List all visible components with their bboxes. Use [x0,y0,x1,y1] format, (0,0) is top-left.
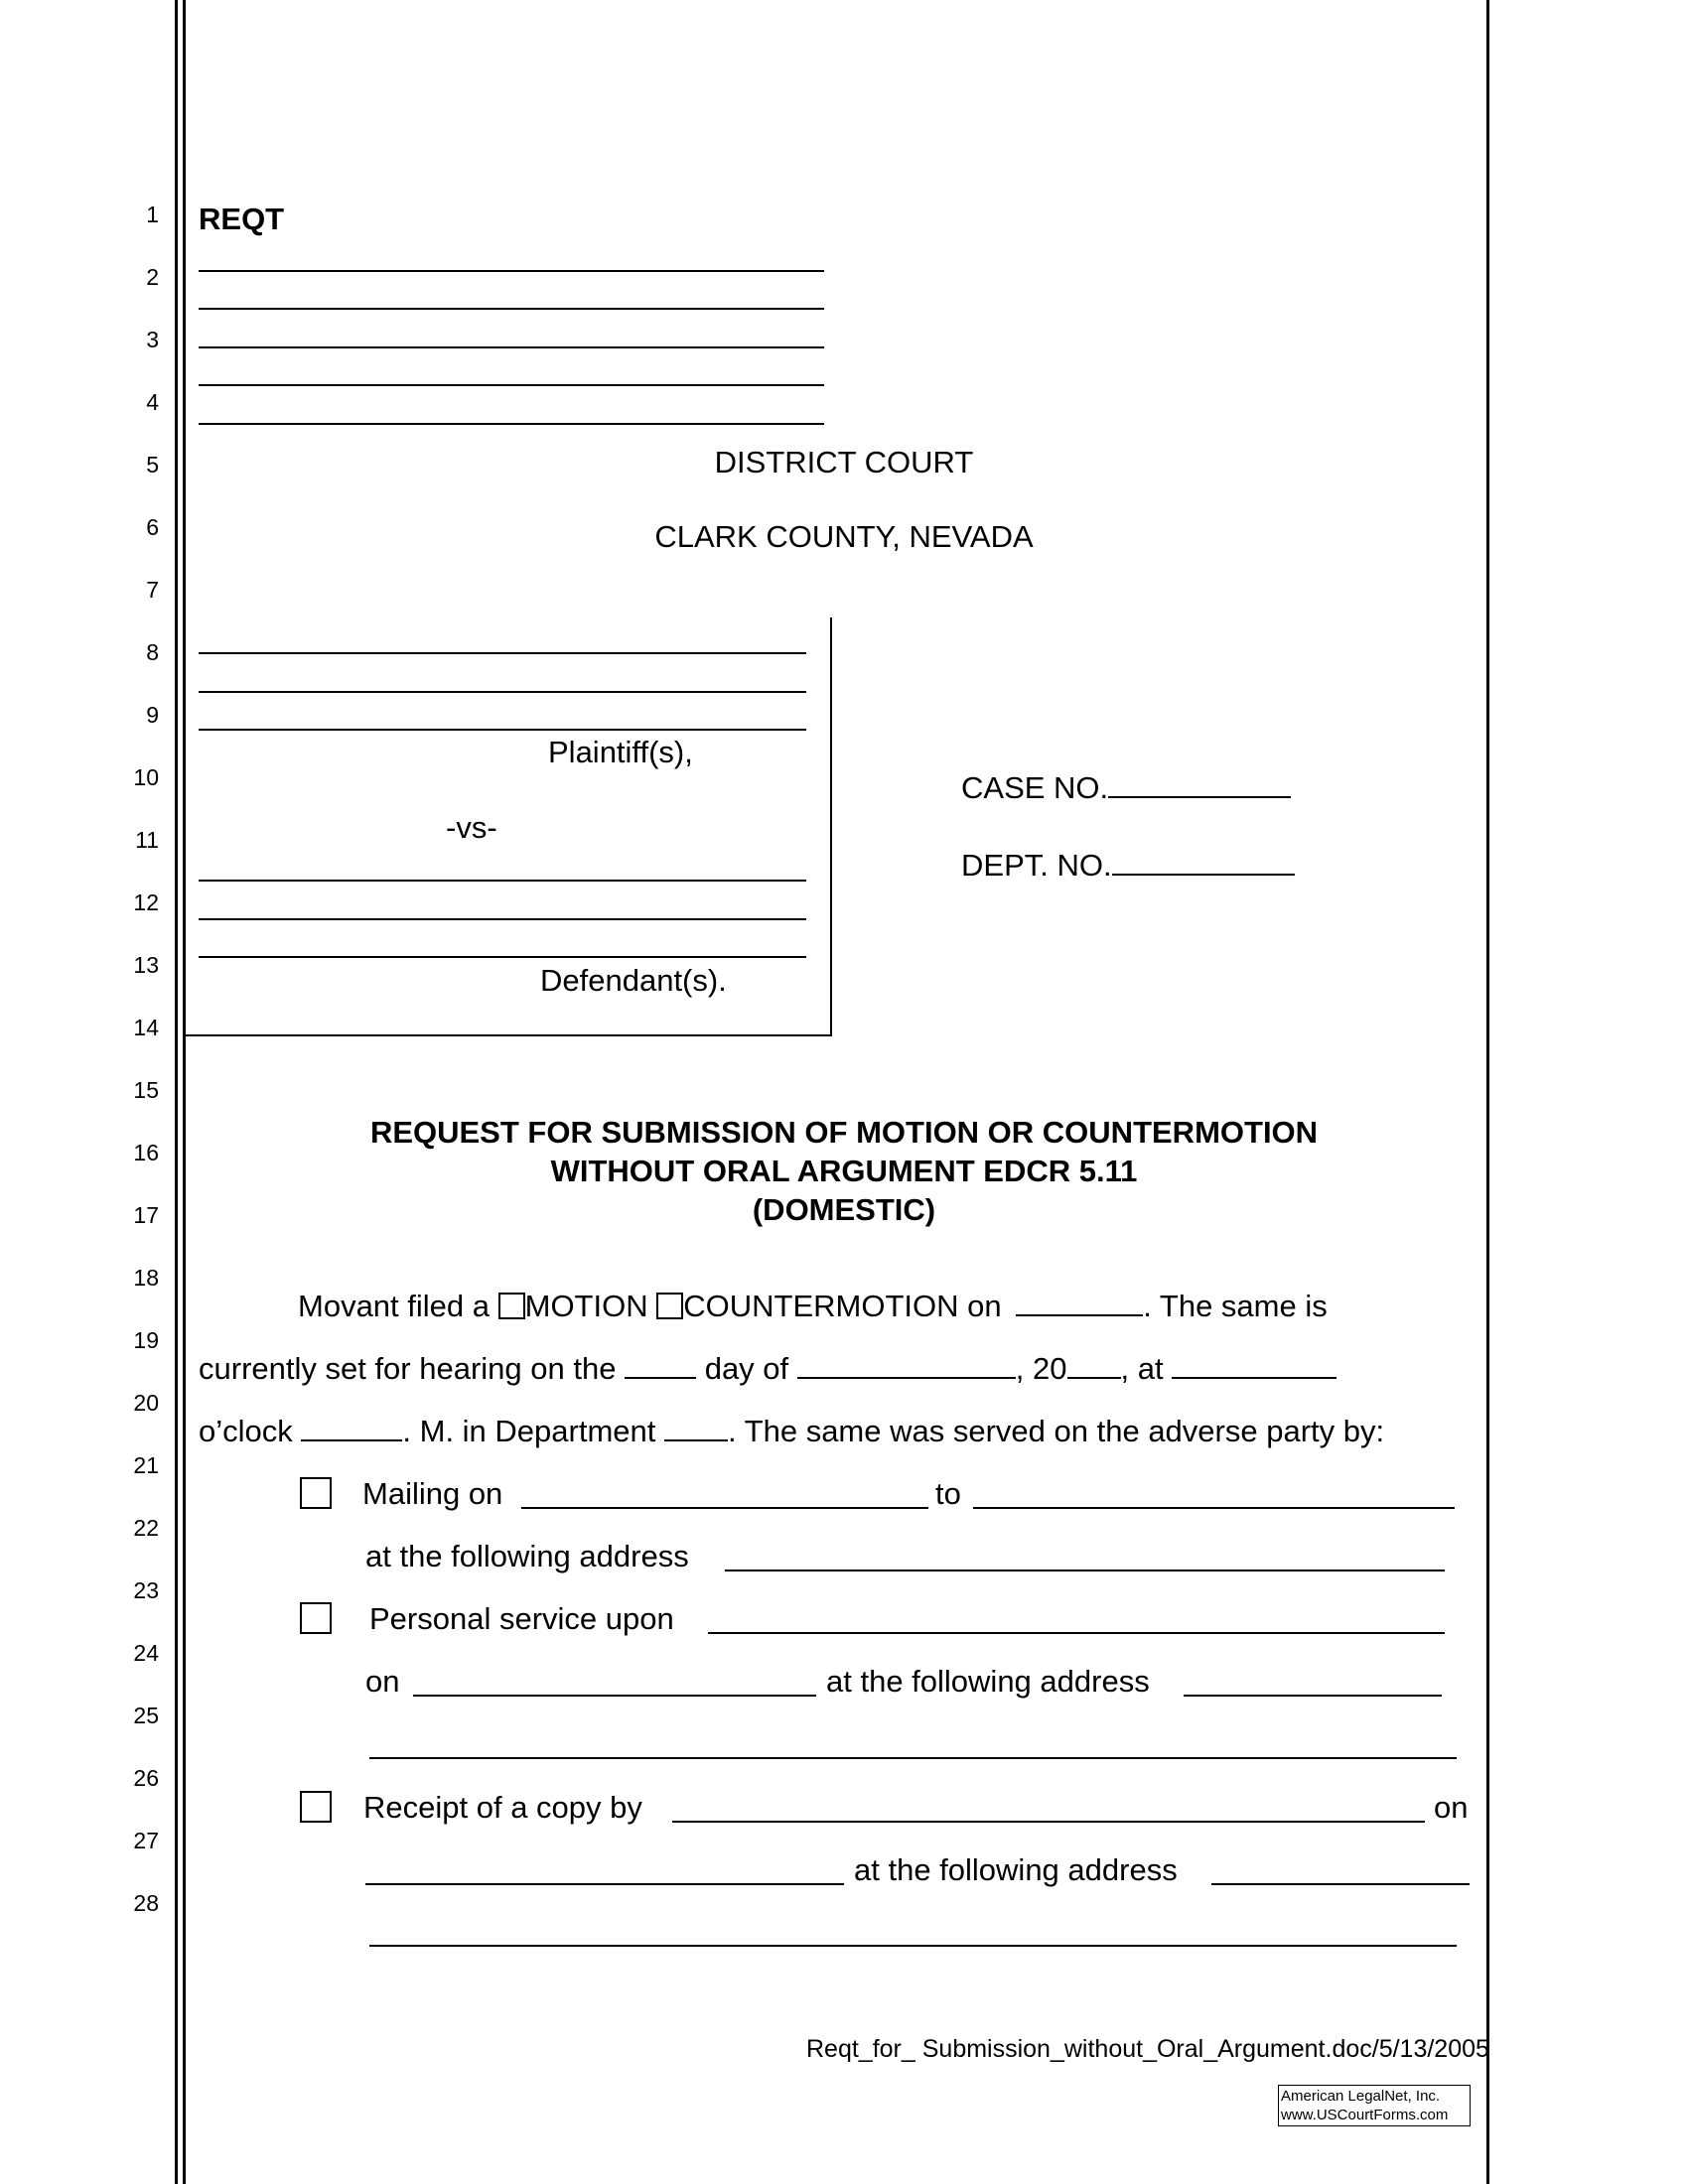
line-number: 16 [133,1140,159,1165]
footer-filename: Reqt_for_ Submission_without_Oral_Argument.doc/5/13/2005 [806,2035,1489,2063]
motion-checkbox[interactable] [498,1293,525,1319]
line-number: 26 [133,1765,159,1791]
attorney-info-line-5[interactable] [199,423,824,425]
line-number: 4 [146,389,159,415]
hearing-text: currently set for hearing on the [199,1351,617,1386]
countermotion-checkbox[interactable] [656,1293,683,1319]
personal-service-label: Personal service upon [369,1601,674,1636]
receipt-on-label: on [1434,1790,1469,1825]
hearing-time-field[interactable] [1172,1376,1336,1379]
vs-label: -vs- [446,810,497,845]
mailing-checkbox[interactable] [300,1477,332,1509]
left-margin-rule-outer [175,0,178,2184]
body-line-2 [199,1353,1336,1384]
personal-service-date-field[interactable] [413,1695,816,1697]
line-number: 3 [146,327,159,352]
dept-no-label: DEPT. NO. [961,848,1112,883]
year-prefix-text: , 20 [1015,1351,1067,1386]
at-text: , at [1120,1351,1164,1386]
line-number: 12 [133,889,159,915]
day-of-text: day of [704,1351,789,1386]
line-number: 11 [135,827,159,853]
body-line-3 [199,1416,1384,1446]
plaintiff-line-2[interactable] [199,691,806,693]
line-number: 23 [133,1577,159,1603]
stamp-line-2: www.USCourtForms.com [1281,2107,1449,2123]
line-number: 1 [146,202,159,227]
oclock-text: o’clock [199,1414,293,1448]
body-line-1 [298,1291,1328,1321]
document-title-line-3: (DOMESTIC) [752,1192,936,1227]
line-number: 17 [133,1202,159,1228]
caption-divider [830,617,832,1036]
defendant-line-3[interactable] [199,956,806,958]
plaintiff-line-3[interactable] [199,729,806,731]
line-number: 13 [133,952,159,978]
attorney-info-line-4[interactable] [199,384,824,386]
hearing-year-field[interactable] [1067,1376,1121,1379]
dept-no-field[interactable] [1112,873,1295,876]
dept-no [961,850,1295,881]
defendant-line-1[interactable] [199,880,806,882]
court-county: CLARK COUNTY, NEVADA [654,519,1034,554]
hearing-month-field[interactable] [797,1376,1016,1379]
defendant-line-2[interactable] [199,918,806,920]
document-title-line-1: REQUEST FOR SUBMISSION OF MOTION OR COUNTERMOTION [369,1115,1319,1150]
personal-service-checkbox[interactable] [300,1602,332,1634]
receipt-recipient-field[interactable] [672,1821,1425,1823]
hearing-day-field[interactable] [625,1376,696,1379]
line-number: 8 [146,639,159,665]
filed-date-field[interactable] [1016,1313,1143,1316]
motion-label: MOTION [524,1289,648,1323]
receipt-checkbox[interactable] [300,1791,332,1823]
line-number: 21 [133,1452,159,1478]
countermotion-label: COUNTERMOTION on [683,1289,1002,1323]
receipt-label: Receipt of a copy by [363,1790,642,1825]
line-number: 2 [146,264,159,290]
right-margin-rule [1486,0,1489,2184]
line-number: 7 [146,577,159,603]
line-number: 19 [133,1327,159,1353]
case-no [961,772,1291,803]
court-name: DISTRICT COURT [714,445,974,479]
line-number: 9 [146,702,159,728]
attorney-info-line-1[interactable] [199,270,824,272]
attorney-info-line-3[interactable] [199,346,824,348]
line-number: 20 [133,1390,159,1416]
personal-address-field-1[interactable] [1184,1695,1442,1697]
caption-bottom-rule [183,1034,832,1036]
personal-service-recipient-field[interactable] [708,1632,1445,1634]
defendant-label: Defendant(s). [540,963,727,998]
mailing-label: Mailing on [362,1476,503,1511]
line-number: 25 [133,1703,159,1728]
line-number: 27 [133,1828,159,1853]
ampm-field[interactable] [301,1438,402,1441]
line-number: 18 [133,1265,159,1291]
same-is-text: . The same is [1143,1289,1328,1323]
mailing-to-label: to [935,1476,961,1511]
mailing-recipient-field[interactable] [973,1507,1455,1509]
plaintiff-line-1[interactable] [199,652,806,654]
line-number: 10 [133,764,159,790]
plaintiff-label: Plaintiff(s), [548,735,693,769]
left-margin-rule-inner [183,0,186,2184]
mailing-date-field[interactable] [521,1507,928,1509]
line-number: 14 [133,1015,159,1040]
document-title-line-2: WITHOUT ORAL ARGUMENT EDCR 5.11 [550,1154,1138,1188]
attorney-info-line-2[interactable] [199,308,824,310]
personal-address-label: at the following address [826,1664,1150,1699]
line-number: 22 [133,1515,159,1541]
mailing-address-label: at the following address [365,1539,689,1573]
case-no-field[interactable] [1108,795,1291,798]
personal-address-field-2[interactable] [369,1757,1457,1759]
case-no-label: CASE NO. [961,770,1109,805]
stamp-line-1: American LegalNet, Inc. [1281,2088,1441,2105]
line-number: 5 [146,452,159,478]
line-number: 15 [133,1077,159,1103]
receipt-address-label: at the following address [854,1852,1178,1887]
receipt-address-field-2[interactable] [369,1945,1457,1947]
document-code: REQT [199,202,285,236]
personal-on-label: on [365,1664,400,1699]
copyright-stamp [1278,2085,1471,2126]
mailing-address-field[interactable] [725,1570,1445,1571]
receipt-date-field[interactable] [365,1883,844,1885]
line-number: 24 [133,1640,159,1666]
receipt-address-field-1[interactable] [1211,1883,1470,1885]
line-number: 28 [133,1890,159,1916]
movant-filed-text: Movant filed a [298,1289,490,1323]
served-text: . The same was served on the adverse party by: [728,1414,1385,1448]
department-field[interactable] [664,1438,728,1441]
line-number: 6 [146,514,159,540]
department-text: . M. in Department [402,1414,656,1448]
